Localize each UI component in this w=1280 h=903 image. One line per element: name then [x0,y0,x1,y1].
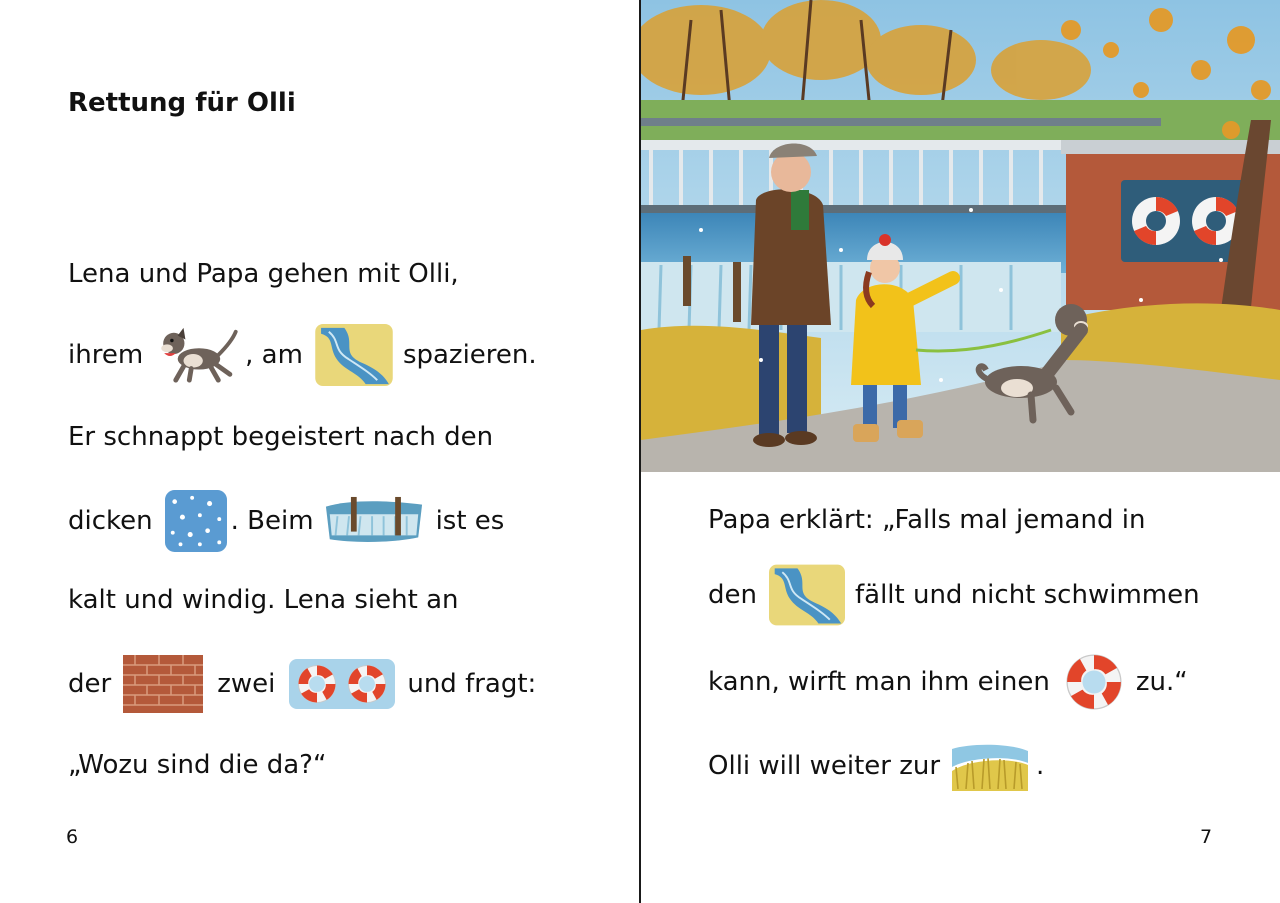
text-segment: Er schnappt begeistert nach den [68,422,494,452]
text-segment: . Beim [230,506,314,536]
text-segment: kann, wirft man ihm einen [708,667,1050,697]
text-segment: den [708,580,757,610]
text-segment: spazieren. [402,340,537,370]
dog-icon [153,326,243,384]
weir-icon [324,494,424,548]
text-line [68,576,458,624]
brick-wall-icon [123,655,203,713]
meadow-icon [950,741,1030,791]
text-segment: Lena und Papa gehen mit Olli, [68,259,459,289]
text-line [68,655,536,713]
text-segment: zwei [217,669,276,699]
lifebuoy-icon [295,662,339,706]
text-line [708,735,1044,797]
text-line [68,741,326,789]
text-segment: . [1036,751,1045,781]
text-segment: ist es [435,506,505,536]
right-page [641,0,1280,903]
text-line [68,250,459,298]
text-segment: Papa erklärt: „Falls mal jemand in [708,505,1146,535]
river-icon [315,324,393,386]
story-illustration [641,0,1280,472]
river-icon [769,562,845,628]
snowflakes-icon [165,490,227,552]
text-line [708,647,1188,717]
text-line [708,496,1145,544]
text-segment: fällt und nicht schwimmen [854,580,1200,610]
text-segment: ihrem [68,340,144,370]
lifebuoy-icon [1062,649,1126,715]
text-segment: „Wozu sind die da?“ [68,750,327,780]
page-number: 6 [66,826,79,848]
two-lifebuoys-icon [289,659,395,709]
text-segment: zu.“ [1135,667,1188,697]
text-segment: der [68,669,112,699]
lifebuoy-icon [345,662,389,706]
text-line [68,330,537,380]
text-segment: und fragt: [407,669,537,699]
text-segment: Olli will weiter zur [708,751,941,781]
text-segment: dicken [68,506,153,536]
text-line [68,494,504,548]
text-line [708,560,1200,630]
text-line [68,413,493,461]
page-number: 7 [1200,826,1213,848]
text-segment: , am [245,340,303,370]
story-title: Rettung für Olli [68,88,296,118]
text-segment: kalt und windig. Lena sieht an [68,585,459,615]
